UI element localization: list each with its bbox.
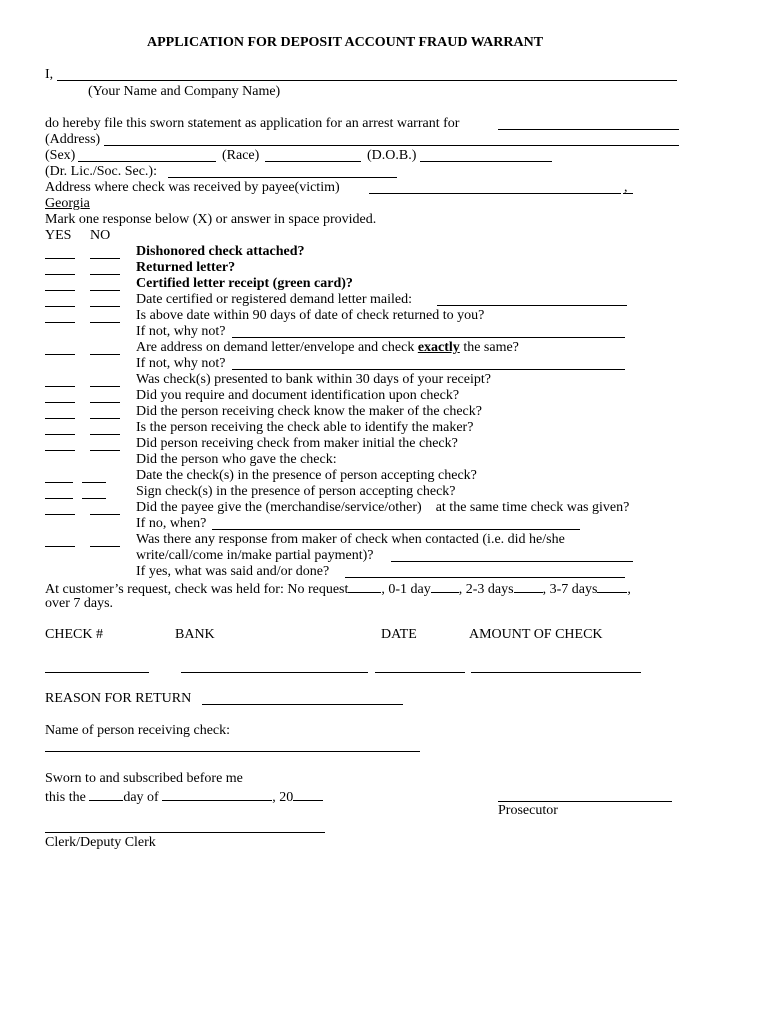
reason-field[interactable]: [202, 704, 403, 705]
dl-label: (Dr. Lic./Soc. Sec.):: [45, 164, 157, 179]
no-blank-1[interactable]: [90, 258, 120, 259]
question-14: Was there any response from maker of check when contacted (i.e. did he/she: [136, 532, 565, 547]
comma-underline: [623, 193, 633, 194]
check-received-field[interactable]: [369, 193, 621, 194]
why-not-field-1[interactable]: [232, 337, 625, 338]
race-label: (Race): [222, 148, 260, 163]
yes-blank-3[interactable]: [45, 290, 75, 291]
demand-letter-date-field[interactable]: [437, 305, 627, 306]
yes-blank-4[interactable]: [45, 306, 75, 307]
amount-header: AMOUNT OF CHECK: [469, 627, 603, 642]
sex-field[interactable]: [78, 161, 216, 162]
no-blank-4[interactable]: [90, 306, 120, 307]
comma: ,: [624, 180, 628, 195]
date-field[interactable]: [375, 672, 465, 673]
amount-field[interactable]: [471, 672, 641, 673]
no-blank-12[interactable]: [82, 482, 106, 483]
i-prefix: I,: [45, 67, 54, 82]
sworn-line2: this the day of , 20: [45, 788, 323, 806]
question-3: Certified letter receipt (green card)?: [136, 276, 353, 291]
held-0-1-blank[interactable]: [431, 580, 459, 593]
question-6: Are address on demand letter/envelope and check exactly the same?: [136, 340, 519, 355]
address-label: (Address): [45, 132, 101, 147]
yes-blank-1[interactable]: [45, 258, 75, 259]
question-5: Is above date within 90 days of date of check returned to you?: [136, 308, 485, 323]
no-blank-9[interactable]: [90, 418, 120, 419]
dl-field[interactable]: [168, 177, 397, 178]
held-3-7-blank[interactable]: [597, 580, 627, 593]
no-blank-5[interactable]: [90, 322, 120, 323]
question-6-followup: If not, why not?: [136, 356, 226, 371]
prosecutor-label: Prosecutor: [498, 803, 558, 818]
question-5-followup: If not, why not?: [136, 324, 226, 339]
address-field[interactable]: [104, 145, 679, 146]
held-2-3-blank[interactable]: [514, 580, 543, 593]
year-field[interactable]: [293, 788, 323, 801]
why-not-field-2[interactable]: [232, 369, 625, 370]
no-blank-13[interactable]: [82, 498, 106, 499]
no-blank-6[interactable]: [90, 354, 120, 355]
question-14-followup: If yes, what was said and/or done?: [136, 564, 330, 579]
yes-blank-13[interactable]: [45, 498, 73, 499]
held-no-request-blank[interactable]: [348, 580, 381, 593]
if-no-when-field[interactable]: [212, 529, 580, 530]
question-12a: Date the check(s) in the presence of person accepting check?: [136, 468, 477, 483]
yes-blank-5[interactable]: [45, 322, 75, 323]
yes-blank-9[interactable]: [45, 418, 75, 419]
held-text: At customer’s request, check was held for: No request , 0-1 day , 2-3 days , 3-7 days ,: [45, 582, 631, 597]
name-field[interactable]: [57, 80, 677, 81]
month-field[interactable]: [162, 788, 272, 801]
yes-blank-12[interactable]: [45, 482, 73, 483]
receiver-field[interactable]: [45, 751, 420, 752]
yes-blank-7[interactable]: [45, 386, 75, 387]
clerk-label: Clerk/Deputy Clerk: [45, 835, 156, 850]
no-blank-11[interactable]: [90, 450, 120, 451]
yes-blank-10[interactable]: [45, 434, 75, 435]
question-8: Did you require and document identification upon check?: [136, 388, 460, 403]
question-1: Dishonored check attached?: [136, 244, 305, 259]
sworn-line1: Sworn to and subscribed before me: [45, 771, 243, 786]
yes-blank-6[interactable]: [45, 354, 75, 355]
no-blank-2[interactable]: [90, 274, 120, 275]
statement-text: do hereby file this sworn statement as application for an arrest warrant for: [45, 116, 460, 131]
response-field[interactable]: [391, 561, 633, 562]
question-13-followup: If no, when?: [136, 516, 207, 531]
what-said-field[interactable]: [345, 577, 625, 578]
question-12: Did the person who gave the check:: [136, 452, 337, 467]
dob-field[interactable]: [420, 161, 552, 162]
no-header: NO: [90, 228, 111, 243]
no-blank-7[interactable]: [90, 386, 120, 387]
yes-blank-15[interactable]: [45, 546, 75, 547]
emphasis-exactly: exactly: [417, 340, 460, 355]
question-9: Did the person receiving check know the maker of the check?: [136, 404, 482, 419]
instructions-text: Mark one response below (X) or answer in space provided.: [45, 212, 377, 227]
yes-blank-11[interactable]: [45, 450, 75, 451]
yes-header: YES: [45, 228, 72, 243]
day-field[interactable]: [89, 788, 123, 801]
question-14-cont: write/call/come in/make partial payment)?: [136, 548, 374, 563]
question-2: Returned letter?: [136, 260, 236, 275]
question-7: Was check(s) presented to bank within 30 days of your receipt?: [136, 372, 491, 387]
name-caption: (Your Name and Company Name): [88, 84, 281, 99]
question-10: Is the person receiving the check able to identify the maker?: [136, 420, 474, 435]
state-text: Georgia: [45, 196, 90, 211]
check-received-label: Address where check was received by payee(victim): [45, 180, 340, 195]
no-blank-10[interactable]: [90, 434, 120, 435]
prosecutor-signature-line[interactable]: [498, 801, 672, 802]
no-blank-3[interactable]: [90, 290, 120, 291]
question-4: Date certified or registered demand letter mailed:: [136, 292, 412, 307]
no-blank-15[interactable]: [90, 546, 120, 547]
race-field[interactable]: [265, 161, 361, 162]
question-13: Did the payee give the (merchandise/service/other) at the same time check was given?: [136, 500, 630, 515]
sex-label: (Sex): [45, 148, 76, 163]
question-11: Did person receiving check from maker initial the check?: [136, 436, 458, 451]
dob-label: (D.O.B.): [367, 148, 417, 163]
yes-blank-14[interactable]: [45, 514, 75, 515]
held-text-line2: over 7 days.: [45, 596, 114, 611]
receiver-label: Name of person receiving check:: [45, 723, 231, 738]
check-number-field[interactable]: [45, 672, 149, 673]
page-title: APPLICATION FOR DEPOSIT ACCOUNT FRAUD WARRANT: [147, 35, 544, 50]
question-12b: Sign check(s) in the presence of person accepting check?: [136, 484, 456, 499]
check-number-header: CHECK #: [45, 627, 103, 642]
yes-blank-2[interactable]: [45, 274, 75, 275]
yes-blank-8[interactable]: [45, 402, 75, 403]
bank-field[interactable]: [181, 672, 368, 673]
bank-header: BANK: [175, 627, 215, 642]
arrest-name-field[interactable]: [498, 129, 679, 130]
clerk-signature-line[interactable]: [45, 832, 325, 833]
date-header: DATE: [381, 627, 417, 642]
no-blank-8[interactable]: [90, 402, 120, 403]
no-blank-14[interactable]: [90, 514, 120, 515]
reason-label: REASON FOR RETURN: [45, 691, 192, 706]
